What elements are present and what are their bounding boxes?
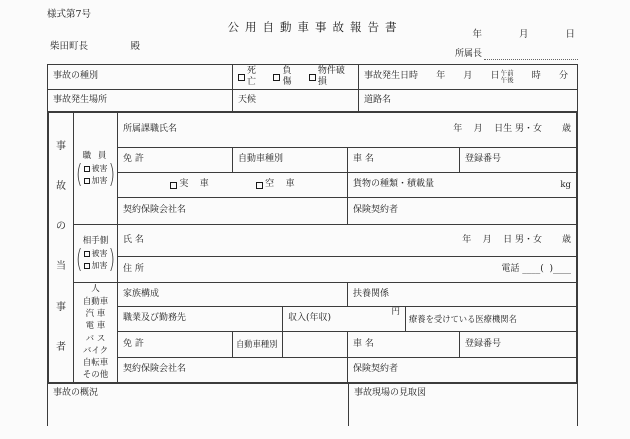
am-pm-stack <box>501 70 514 85</box>
other-vehicle-name-cell <box>348 332 460 357</box>
empty-checkbox[interactable] <box>256 182 263 189</box>
staff-perpetrator-option <box>84 176 108 186</box>
staff-birth-line: 年 月 日生 男・女 歳 <box>453 124 571 135</box>
category-automobile: 自動車 <box>82 296 109 307</box>
accident-datetime-cell <box>359 65 577 89</box>
other-insurance-row <box>118 358 576 382</box>
datetime-minute-label: 分 <box>558 71 568 82</box>
date-year-label: 年 <box>472 29 482 40</box>
staff-section <box>74 113 576 225</box>
medical-cell <box>406 307 576 331</box>
other-address-row <box>118 257 576 282</box>
staff-load-state-cell <box>118 173 348 197</box>
other-registration-label: 登録番号 <box>465 338 502 349</box>
other-party-header-cell <box>74 225 118 282</box>
accident-type-label: 事故の種別 <box>53 71 99 82</box>
death-option <box>238 66 264 89</box>
road-name-label: 道路名 <box>364 94 392 105</box>
open-paren: ( <box>75 159 83 190</box>
accident-type-options-cell <box>233 65 359 89</box>
accident-overview-label: 事故の概況 <box>53 388 99 398</box>
addressee-name: 柴田町長 <box>50 41 89 52</box>
staff-license-label: 免 許 <box>123 154 144 165</box>
category-person: 人 <box>91 284 100 295</box>
family-label: 家族構成 <box>123 288 160 299</box>
other-victim-option <box>84 249 108 259</box>
other-party-role-group <box>75 244 116 275</box>
other-details-section <box>74 283 576 382</box>
other-victim-checkbox[interactable] <box>84 251 90 257</box>
staff-vehicle-name-label: 車 名 <box>353 154 374 165</box>
affiliation-head-line <box>455 49 578 60</box>
staff-cargo-row <box>118 173 576 198</box>
staff-affiliation-row <box>118 113 576 148</box>
accident-location-cell <box>48 90 233 111</box>
staff-cargo-label: 貨物の種類・積載量 <box>353 179 435 190</box>
income-label: 収入(年収) <box>288 313 332 324</box>
date-month-label: 月 <box>518 29 529 40</box>
death-checkbox[interactable] <box>238 74 245 81</box>
side-char: 故 <box>56 180 66 192</box>
loaded-checkbox[interactable] <box>170 182 177 189</box>
staff-insurance-row <box>118 198 576 224</box>
accident-datetime-label: 事故発生日時 <box>364 71 419 82</box>
income-unit: 円 <box>391 307 400 317</box>
loaded-option <box>170 179 208 190</box>
staff-vehicle-type-label: 自動車種別 <box>238 154 284 165</box>
occupation-row <box>118 307 576 332</box>
property-damage-checkbox[interactable] <box>309 74 316 81</box>
staff-insurance-company-label: 契約保険会社名 <box>123 205 187 216</box>
side-char: 事 <box>56 140 66 152</box>
category-bicycle: 自転車 <box>82 358 109 369</box>
accident-location-label: 事故発生場所 <box>53 94 108 105</box>
property-damage-label: 物件破損 <box>317 65 345 87</box>
staff-registration-cell <box>460 148 576 172</box>
death-label: 死亡 <box>247 65 257 87</box>
close-paren: ) <box>108 244 116 275</box>
close-paren: ) <box>108 159 116 190</box>
scene-sketch-label: 事故現場の見取図 <box>354 388 427 398</box>
dependents-label: 扶養関係 <box>353 288 390 299</box>
category-bus: バ ス <box>85 333 106 344</box>
medical-label: 療養を受けている医療機関名 <box>409 313 517 324</box>
other-perpetrator-label: 加害 <box>91 261 108 271</box>
staff-policy-holder-cell <box>348 198 576 224</box>
empty-option <box>256 179 294 190</box>
category-motorcycle: バイク <box>82 345 109 356</box>
other-vehicle-name-label: 車 名 <box>353 338 374 349</box>
staff-victim-option <box>84 164 108 174</box>
staff-license-cell <box>118 148 233 172</box>
staff-registration-label: 登録番号 <box>465 154 502 165</box>
am-label: 午前 <box>500 68 514 77</box>
datetime-year-label: 年 <box>436 71 446 82</box>
other-victim-label: 被害 <box>91 249 108 259</box>
datetime-day-label: 日 <box>490 71 500 82</box>
other-registration-cell <box>460 332 576 357</box>
affiliation-head-input-line[interactable] <box>484 49 578 60</box>
occupation-label: 職業及び勤務先 <box>123 313 187 324</box>
pm-label: 午後 <box>500 76 514 84</box>
other-policy-holder-cell <box>348 358 576 382</box>
datetime-day-group <box>491 70 514 85</box>
staff-perpetrator-label: 加害 <box>91 176 108 186</box>
page-title: 公用自動車事故報告書 <box>227 20 403 34</box>
staff-affiliation-cell <box>118 113 576 147</box>
other-address-cell <box>118 257 576 282</box>
staff-insurance-company-cell <box>118 198 348 224</box>
income-cell <box>283 307 406 331</box>
staff-vehicle-name-cell <box>348 148 460 172</box>
side-char: 者 <box>56 341 66 353</box>
other-perpetrator-checkbox[interactable] <box>84 263 90 269</box>
other-party-section <box>74 225 576 283</box>
weather-cell <box>233 90 359 111</box>
property-damage-option <box>309 66 353 89</box>
other-name-cell <box>118 225 576 256</box>
staff-vehicle-type-cell <box>233 148 348 172</box>
accident-type-row <box>48 65 577 90</box>
accident-overview-cell <box>48 384 349 426</box>
staff-header-cell <box>74 113 118 224</box>
staff-affiliation-label: 所属課職氏名 <box>123 124 178 135</box>
road-name-cell <box>359 90 577 111</box>
other-insurance-company-label: 契約保険会社名 <box>123 364 187 375</box>
staff-perpetrator-checkbox[interactable] <box>84 178 90 184</box>
bottom-section <box>47 384 578 426</box>
other-name-row <box>118 225 576 257</box>
dependents-cell <box>348 283 576 306</box>
empty-label: 空 車 <box>265 179 295 190</box>
side-char: 当 <box>56 261 66 273</box>
other-category-cell <box>74 283 118 382</box>
other-license-label: 免 許 <box>123 338 144 349</box>
cargo-unit: kg <box>560 179 571 190</box>
affiliation-head-label: 所属長 <box>455 49 483 59</box>
accident-summary-table <box>47 64 578 112</box>
other-vehicle-type-label: 自動車種別 <box>236 339 278 350</box>
injury-option <box>273 66 299 89</box>
loaded-label: 実 車 <box>179 179 209 190</box>
other-vehicle-type-entry-cell[interactable] <box>283 332 348 357</box>
other-policy-holder-label: 保険契約者 <box>353 364 399 375</box>
addressee-honorific: 殿 <box>130 41 140 52</box>
report-date <box>472 29 575 41</box>
injury-label: 負傷 <box>282 65 292 87</box>
staff-role-group <box>75 159 116 190</box>
family-row <box>118 283 576 307</box>
addressee-line <box>50 41 140 53</box>
occupation-cell <box>118 307 283 331</box>
category-train-electric: 電 車 <box>85 321 106 332</box>
family-cell <box>118 283 348 306</box>
datetime-hour-label: 時 <box>531 71 541 82</box>
other-address-label: 住 所 <box>123 263 144 274</box>
staff-policy-holder-label: 保険契約者 <box>353 205 399 216</box>
other-phone-line: 電話 ____( )____ <box>501 263 571 274</box>
form-number: 様式第7号 <box>47 9 92 20</box>
staff-victim-checkbox[interactable] <box>84 166 90 172</box>
other-vehicle-row <box>118 332 576 358</box>
date-day-label: 日 <box>565 29 575 40</box>
accident-type-label-cell <box>48 65 233 89</box>
other-birth-line: 年 月 日 男・女 歳 <box>462 234 571 245</box>
other-party-label: 相手側 <box>82 235 109 246</box>
side-char: 事 <box>56 301 66 313</box>
staff-cargo-cell <box>348 173 576 197</box>
scene-sketch-cell <box>349 384 577 426</box>
accident-location-row <box>48 90 577 111</box>
datetime-month-label: 月 <box>463 71 473 82</box>
parties-table <box>47 111 578 384</box>
staff-vehicle-row <box>118 148 576 173</box>
open-paren: ( <box>75 244 83 275</box>
injury-checkbox[interactable] <box>273 74 280 81</box>
other-category-list <box>83 283 109 381</box>
staff-victim-label: 被害 <box>91 164 108 174</box>
category-train-steam: 汽 車 <box>85 308 106 319</box>
parties-side-label <box>49 113 74 382</box>
other-vehicle-type-cell <box>233 332 283 357</box>
other-name-label: 氏 名 <box>123 234 144 245</box>
other-license-cell <box>118 332 233 357</box>
other-insurance-company-cell <box>118 358 348 382</box>
category-other: その他 <box>82 370 109 381</box>
weather-label: 天候 <box>238 94 257 105</box>
side-char: の <box>56 221 66 233</box>
other-perpetrator-option <box>84 261 108 271</box>
staff-label: 職 員 <box>82 150 109 161</box>
